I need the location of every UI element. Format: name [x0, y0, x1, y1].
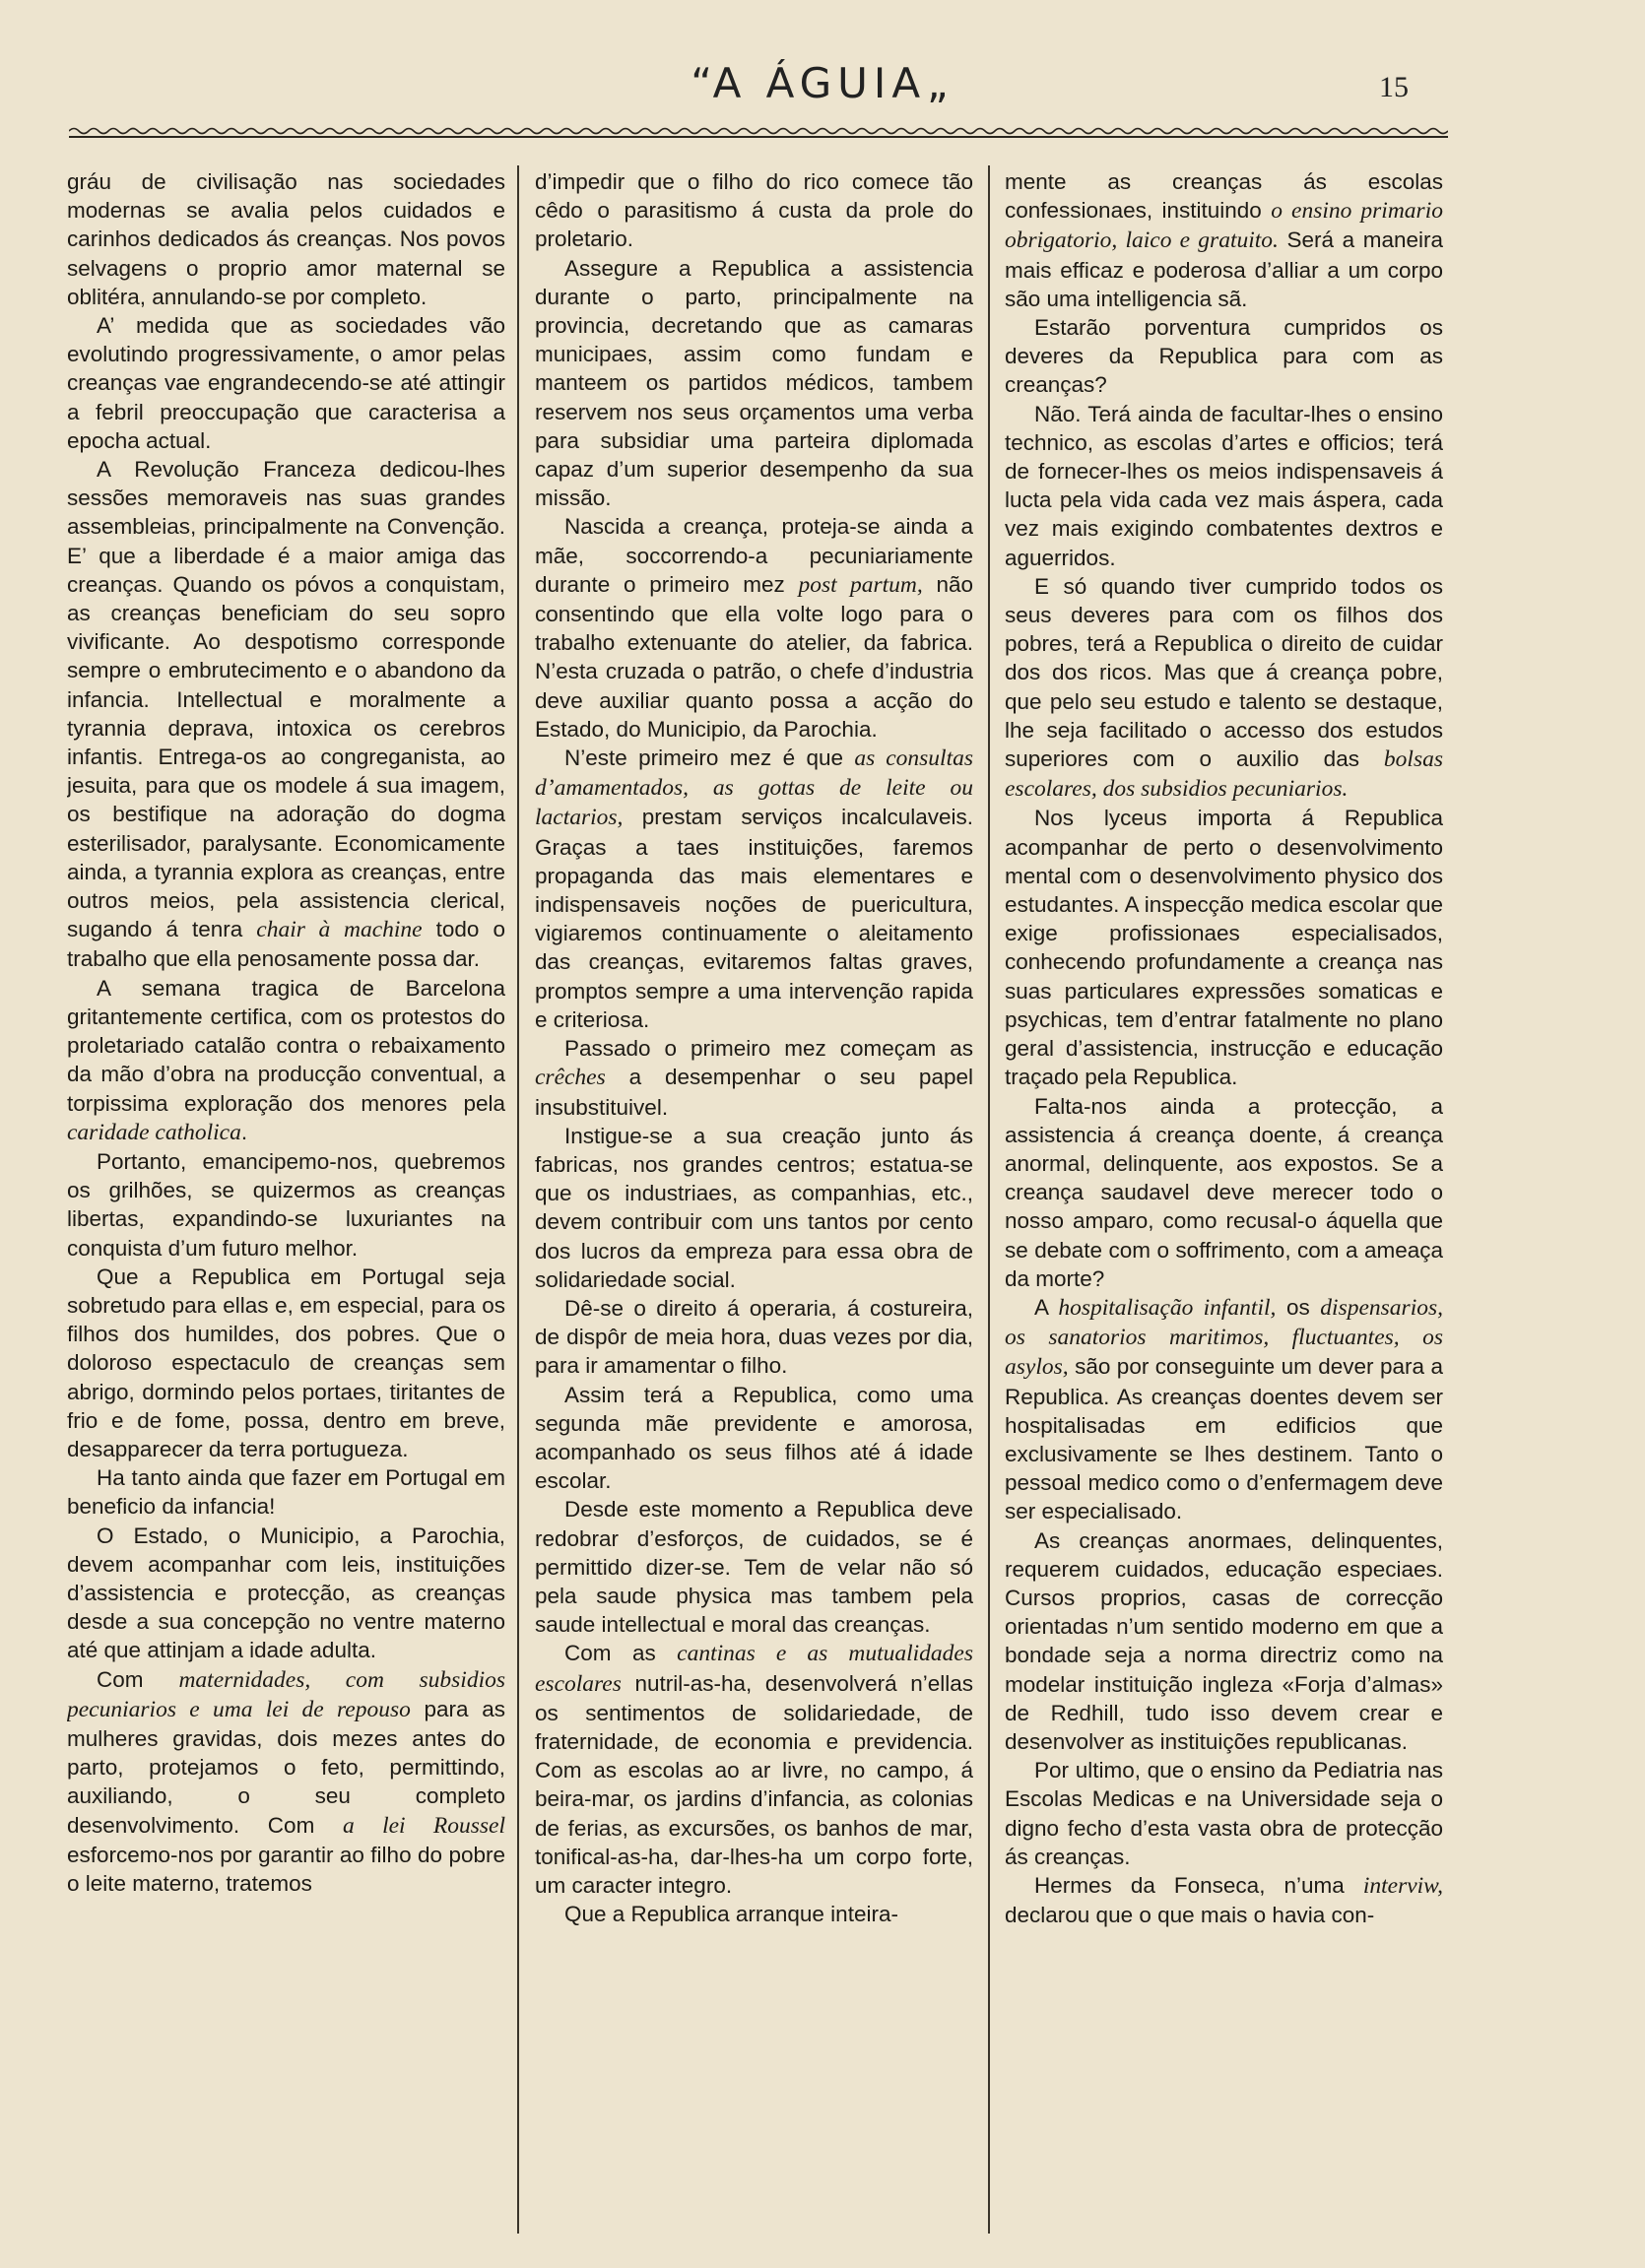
text-run: Com as [564, 1641, 678, 1666]
text-run: d’impedir que o filho do rico comece tão cêdo o parasitismo á custa da prole do proletario. [535, 169, 973, 252]
paragraph [67, 1147, 505, 1263]
page-header [0, 0, 1645, 148]
italic-text: caridade catholica [67, 1119, 241, 1145]
text-run: mente as creanças ás escolas confessionaes, instituindo [1005, 169, 1443, 224]
paragraph [67, 1263, 505, 1463]
text-column-3 [1005, 167, 1443, 2245]
text-column-1 [67, 167, 505, 2245]
text-run: gráu de civilisação nas sociedades modernas se avalia pelos cuidados e carinhos dedicados ás creanças. Nos povos selvagens o proprio amor maternal se oblitéra, annulando-se por completo. [67, 169, 505, 309]
italic-text: a lei Roussel [343, 1812, 505, 1839]
italic-text: dispensarios, os sanatorios maritimos, fluctuantes, os asylos, [1005, 1294, 1443, 1381]
text-run: Será a maneira mais efficaz e poderosa d’alliar a um corpo são uma intelligencia sã. [1005, 227, 1443, 311]
header-rule [69, 123, 1448, 139]
italic-text: cantinas e as mutualidades escolares [535, 1641, 973, 1697]
paragraph [535, 167, 973, 254]
paragraph [67, 1522, 505, 1665]
text-run: Portanto, emancipemo-nos, quebremos os grilhões, se quizermos as creanças libertas, expandindo-se luxuriantes na conquista d’um futuro melhor. [67, 1148, 505, 1261]
text-run: Nascida a creança, proteja-se ainda a mãe, soccorrendo-a pecuniariamente durante o primeiro mez [535, 514, 973, 597]
text-run: A [1034, 1294, 1059, 1320]
text-run: a desempenhar o seu papel insubstituivel. [535, 1065, 973, 1120]
text-run: Que a Republica em Portugal seja sobretudo para ellas e, em especial, para os filhos dos humildes, dos pobres. Que o doloroso espectaculo de creanças sem abrigo, dormindo pelos portaes, tiritantes de frio e de fome, possa, dentro em breve, desapparecer da terra portugueza. [67, 1264, 505, 1461]
journal-title: “A ÁGUIA„ [691, 59, 954, 107]
page-number: 15 [1379, 71, 1409, 103]
text-run: Assegure a Republica a assistencia durante o parto, principalmente na provincia, decretando que as camaras municipaes, assim como fundam e manteem os partidos médicos, tambem reservem nos seus orçamentos uma verba para subsidiar uma parteira diplomada capaz d’um superior desempenho da sua missão. [535, 255, 973, 511]
text-run: declarou que o que mais o havia con- [1005, 1903, 1375, 1928]
paragraph [1005, 572, 1443, 805]
paragraph [1005, 313, 1443, 400]
paragraph [1005, 167, 1443, 313]
italic-text: o ensino primario obrigatorio, laico e gratuito. [1005, 198, 1443, 254]
paragraph [535, 1495, 973, 1639]
text-run: Instigue-se a sua creação junto ás fabricas, nos grandes centros; estatua-se que os industriaes, as companhias, etc., devem contribuir com uns tantos por cento dos lucros da empreza para essa obra de solidariedade social. [535, 1123, 973, 1292]
text-run: Estarão porventura cumpridos os deveres da Republica para com as creanças? [1005, 315, 1443, 398]
paragraph [535, 1639, 973, 1900]
text-run: são por conseguinte um dever para a Republica. As creanças doentes devem ser hospitalisadas em edificios que exclusivamente se lhes destinem. Tanto o pessoal medico como o d’enfermagem deve ser especialisado. [1005, 1354, 1443, 1524]
paragraph [1005, 1756, 1443, 1871]
column-divider [988, 165, 990, 2234]
text-run: O Estado, o Municipio, a Parochia, devem acompanhar com leis, instituições d’assistencia e protecção, as creanças desde a sua concepção no ventre materno até que attinjam a idade adulta. [67, 1523, 505, 1663]
text-run: . [240, 1119, 248, 1144]
text-run: E só quando tiver cumprido todos os seus deveres para com os filhos dos pobres, terá a Republica o direito de cuidar dos dos ricos. Mas que á creança pobre, que pelo seu estudo e talento se destaque, lhe seja facilitado o accesso dos estudos superiores com o auxilio das [1005, 573, 1443, 772]
paragraph [67, 167, 505, 311]
text-run: Que a Republica arranque inteira- [564, 1902, 898, 1927]
paragraph [535, 1034, 973, 1122]
paragraph [1005, 804, 1443, 1091]
text-run: Por ultimo, que o ensino da Pediatria nas Escolas Medicas e na Universidade seja o digno fecho d’esta vasta obra de protecção ás creanças. [1005, 1758, 1443, 1869]
paragraph [67, 455, 505, 974]
text-run: A Revolução Franceza dedicou-lhes sessões memoraveis nas suas grandes assembleias, principalmente na Convenção. E’ que a liberdade é a maior amiga das creanças. Quando os póvos a conquistam, as creanças beneficiam do seu sopro vivificante. Ao despotismo corresponde sempre o embrutecimento e o abandono da infancia. Intellectual e moralmente a tyrannia deprava, intoxica os cerebros infantis. Entrega-os ao congreganista, ao jesuita, para que os modele á sua imagem, os bestifique na adoração do dogma esterilisador, paralysante. Economicamente ainda, a tyrannia explora as creanças, entre outros meios, pela assistencia clerical, sugando á tenra [67, 457, 505, 942]
paragraph [67, 311, 505, 455]
text-run: Passado o primeiro mez começam as [564, 1036, 973, 1062]
text-run: A’ medida que as sociedades vão evolutindo progressivamente, o amor pelas creanças vae engrandecendo-se até attingir a febril preoccupação que caracterisa a epocha actual. [67, 313, 505, 453]
paragraph [1005, 1092, 1443, 1293]
text-run: Nos lyceus importa á Republica acompanhar de perto o desenvolvimento mental com o desenvolvimento physico dos estudantes. A inspecção medica escolar que exige profissionaes especialisados, conhecendo profundamente a creança nas suas particulares expressões somaticas e psychicas, tem d’entrar fatalmente no plano geral d’assistencia, instrucção e educação traçado pela Republica. [1005, 806, 1443, 1090]
paragraph [535, 1900, 973, 1928]
paragraph [1005, 400, 1443, 572]
italic-text: hospitalisação infantil, [1058, 1294, 1277, 1321]
text-run: Assim terá a Republica, como uma segunda mãe previdente e amorosa, acompanhado os seus filhos até á idade escolar. [535, 1382, 973, 1494]
text-run: para as mulheres gravidas, dois mezes antes do parto, protejamos o feto, permittindo, auxiliando, o seu completo desenvolvimento. Com [67, 1696, 505, 1838]
italic-text: bolsas escolares, dos subsidios pecuniarios. [1005, 746, 1443, 803]
text-run: nutril-as-ha, desenvolverá n’ellas os sentimentos de solidariedade, de fraternidade, de economia e previdencia. Com as escolas ao ar livre, no campo, á beira-mar, os jardins d’infancia, as colonias de ferias, as excursões, os banhos de mar, tonifical-as-ha, dar-lhes-ha um corpo forte, um caracter integro. [535, 1670, 973, 1898]
text-run: Dê-se o direito á operaria, á costureira, de dispôr de meia hora, duas vezes por dia, para ir amamentar o filho. [535, 1295, 973, 1379]
text-run: esforcemo-nos por garantir ao filho do pobre o leite materno, tratemos [67, 1842, 505, 1896]
text-run: A semana tragica de Barcelona gritantemente certifica, com os protestos do proletariado catalão contra o rebaixamento da mão d’obra na producção conventual, a torpissima exploração dos menores pela [67, 975, 505, 1116]
text-run: todo o trabalho que ella penosamente possa dar. [67, 917, 505, 972]
text-run: Hermes da Fonseca, n’uma [1034, 1872, 1363, 1898]
text-run: N’este primeiro mez é que [564, 745, 855, 771]
text-run: os [1276, 1294, 1321, 1320]
paragraph [535, 1122, 973, 1294]
italic-text: post partum, [798, 571, 923, 598]
text-run: Falta-nos ainda a protecção, a assistencia á creança doente, á creança anormal, delinquente, aos expostos. Se a creança saudavel deve merecer todo o nosso amparo, como recusal-o áquella que se debate com o soffrimento, com a ameaça da morte? [1005, 1093, 1443, 1291]
text-run: Ha tanto ainda que fazer em Portugal em beneficio da infancia! [67, 1465, 505, 1520]
column-divider [517, 165, 519, 2234]
text-column-2 [535, 167, 973, 2245]
text-run: não consentindo que ella volte logo para o trabalho extenuante do atelier, da fabrica. N’esta cruzada o patrão, o chefe d’industria deve auxiliar quanto possa a acção do Estado, do Municipio, da Parochia. [535, 571, 973, 742]
text-run: As creanças anormaes, delinquentes, requerem cuidados, educação especiaes. Cursos proprios, casas de correcção orientadas n’um sentido moderno em que a bondade seja a norma directriz como na modelar instituição ingleza «Forja d’almas» de Redhill, tudo isso devem crear e desenvolver as instituições republicanas. [1005, 1527, 1443, 1754]
paragraph [1005, 1526, 1443, 1757]
paragraph [535, 744, 973, 1034]
paragraph [1005, 1871, 1443, 1929]
paragraph [67, 1463, 505, 1521]
text-run: Não. Terá ainda de facultar-lhes o ensino technico, as escolas d’artes e officios; terá de fornecer-lhes os meios indispensaveis á lucta pela vida cada vez mais áspera, cada vez mais exigindo combatentes dextros e aguerridos. [1005, 401, 1443, 570]
italic-text: maternidades, com subsidios pecuniarios e uma lei de repouso [67, 1666, 505, 1722]
text-run: prestam serviços incalculaveis. Graças a taes instituições, faremos propaganda das mais elementares e indispensaveis noções de puericultura, vigiaremos continuamente o aleitamento das creanças, evitaremos faltas graves, promptos sempre a uma intervenção rapida e criteriosa. [535, 805, 973, 1032]
paragraph [535, 254, 973, 513]
text-run: Desde este momento a Republica deve redobrar d’esforços, de cuidados, se é permittido dizer-se. Tem de velar não só pela saude physica mas tambem pela saude intellectual e moral das creanças. [535, 1497, 973, 1638]
italic-text: crêches [535, 1065, 606, 1091]
text-run: Com [97, 1666, 179, 1692]
paragraph [67, 1665, 505, 1899]
paragraph [1005, 1293, 1443, 1526]
paragraph [535, 1294, 973, 1381]
paragraph [535, 1381, 973, 1496]
paragraph [535, 512, 973, 744]
italic-text: interviw, [1362, 1872, 1443, 1899]
paragraph [67, 974, 505, 1147]
italic-text: chair à machine [256, 917, 423, 943]
italic-text: as consultas d’amamentados, as gottas de leite ou lactarios, [535, 745, 973, 831]
